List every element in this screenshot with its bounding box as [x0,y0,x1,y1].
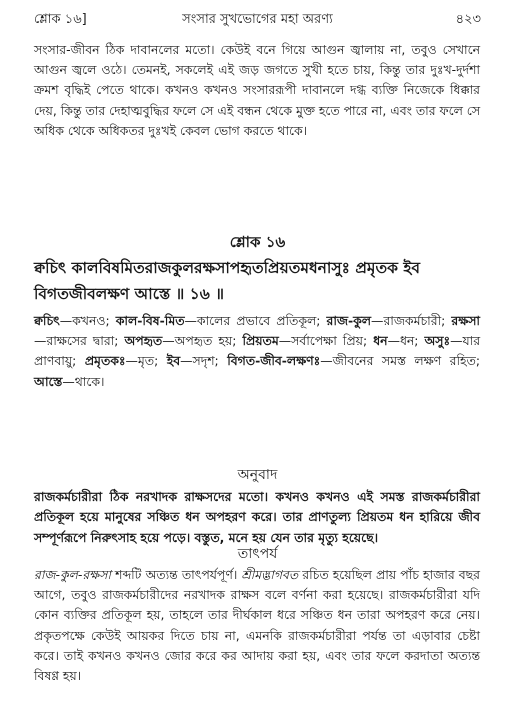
translation-text: রাজকর্মচারীরা ঠিক নরখাদক রাক্ষসদের মতো। কখনও কখনও এই সমস্ত রাজকর্মচারীরা প্রতিকূল হয়ে মানুষের সঞ্চিত ধন অপহরণ করে। তার প্রাণতুল্য প্রিয়তম ধন হারিয়ে জীব সম্পূর্ণরূপে নিরুৎসাহ হয়ে পড়ে। বস্তুত, মনে হয় যেন তার মৃত্যু হয়েছে। [34,489,480,545]
purport-heading: তাৎপর্য [237,546,278,562]
synonym-meaning: কখনও [72,313,106,328]
verse-line: ক্বচিৎ কালবিষমিতরাজকুলরক্ষসাপহৃতপ্রিয়তমধনাসুঃ প্রমৃতক ইব [34,259,421,277]
translation-heading: অনুবাদ [237,467,278,483]
page-number: ৪২৩ [455,12,481,27]
synonym-word: প্রমৃতকঃ [84,353,126,369]
synonym-meaning: রাজকর্মচারী [383,313,442,328]
synonym-word: ক্বচিৎ [34,313,60,328]
synonym-word: বিগত-জীব-লক্ষণঃ [227,353,321,369]
running-header [34,10,481,32]
intro-paragraph: সংসার-জীবন ঠিক দাবানলের মতো। কেউই বনে গিয়ে আগুন জ্বালায় না, তবুও সেখানে আগুন জ্বলে ওঠে। তেমনই, সকলেই এই জড় জগতে সুখী হতে চায়, কিন্তু তার দুঃখ-দুর্দশা ক্রমশ বৃদ্ধিই পেতে থাকে। কখনও কখনও সংসাররূপী দাবানলে দগ্ধ ব্যক্তি নিজেকে ধিক্কার দেয়, কিন্তু তার দেহাত্মবুদ্ধির ফলে সে এই বন্ধন থেকে মুক্ত হতে পারে না, এবং তার ফলে সে অধিক থেকে অধিকতর দুঃখই কেবল ভোগ করতে থাকে। [34,42,480,138]
synonym-meaning: সর্বাপেক্ষা প্রিয় [291,333,363,349]
synonym-meaning: কালের প্রভাবে প্রতিকূল [196,313,317,328]
synonym-meaning: জীবনের সমস্ত লক্ষণ রহিত [332,353,476,369]
synonym-word: আস্তে [34,373,63,389]
synonym-meaning: সদৃশ [192,353,215,369]
synonym-meaning: অপহৃত হয় [174,333,233,349]
purport-segment: রচিত হয়েছিল প্রায় পাঁচ হাজার বছর আগে, তবুও রাজকর্মচারীদের নরখাদক রাক্ষস বলে বর্ণনা করা হয়েছে। রাজকর্মচারীরা যদি কোন ব্যক্তির প্রতিকূল হয়, তাহলে তার দীর্ঘকাল ধরে সঞ্চিত ধন তারা অপহরণ করে নেয়। প্রকৃতপক্ষে কেউই আয়কর দিতে চায় না, এমনকি রাজকর্মচারীরা পর্যন্ত তা এড়াবার চেষ্টা করে। তাই কখনও কখনও জোর করে কর আদায় করা হয়, এবং তার ফলে করদাতা অত্যন্ত বিষণ্ণ হয়। [34,567,480,684]
purport-segment: শব্দটি অত্যন্ত তাৎপর্যপূর্ণ। [110,567,242,582]
synonym-word: অসুঃ [424,333,451,349]
purport-text [34,565,480,686]
purport-term: রাজ-কুল-রক্ষসা [34,567,111,582]
header-verse-ref: শ্লোক ১৬] [34,12,87,27]
verse-line: বিগতজীবলক্ষণ আস্তে ॥ ১৬ ॥ [34,285,224,303]
synonym-word: প্রিয়তম [242,333,279,349]
synonym-meaning: থাকে [74,373,100,389]
synonym-meaning: রাক্ষসের দ্বারা [46,333,115,349]
synonym-meaning: মৃত [137,353,155,369]
synonym-meaning: যার প্রাণবায়ু [34,333,481,369]
sanskrit-verse [34,255,484,307]
purport-book-title: শ্রীমদ্ভাগবত [241,567,299,582]
synonym-word: অপহৃত [124,333,163,349]
synonym-word: ইব [166,353,181,369]
header-chapter-title: সংসার সুখভোগের মহা অরণ্য [182,12,333,27]
synonym-word: কাল-বিষ-মিত [115,313,185,328]
word-synonyms: ক্বচিৎ—কখনও; কাল-বিষ-মিত—কালের প্রভাবে প্রতিকূল; রাজ-কুল—রাজকর্মচারী; রক্ষসা—রাক্ষসের দ্বারা; অপহৃত—অপহৃত হয়; প্রিয়তম—সর্বাপেক্ষা প্রিয়; ধন—ধন; অসুঃ—যার প্রাণবায়ু; প্রমৃতকঃ—মৃত; ইব—সদৃশ; বিগত-জীব-লক্ষণঃ—জীবনের সমস্ত লক্ষণ রহিত; আস্তে—থাকে। [34,313,481,389]
synonym-meaning: ধন [399,333,415,349]
synonym-word: রক্ষসা [451,313,481,328]
synonym-word: রাজ-কুল [326,313,372,328]
synonym-word: ধন [373,333,388,349]
verse-heading: শ্লোক ১৬ [229,233,286,251]
